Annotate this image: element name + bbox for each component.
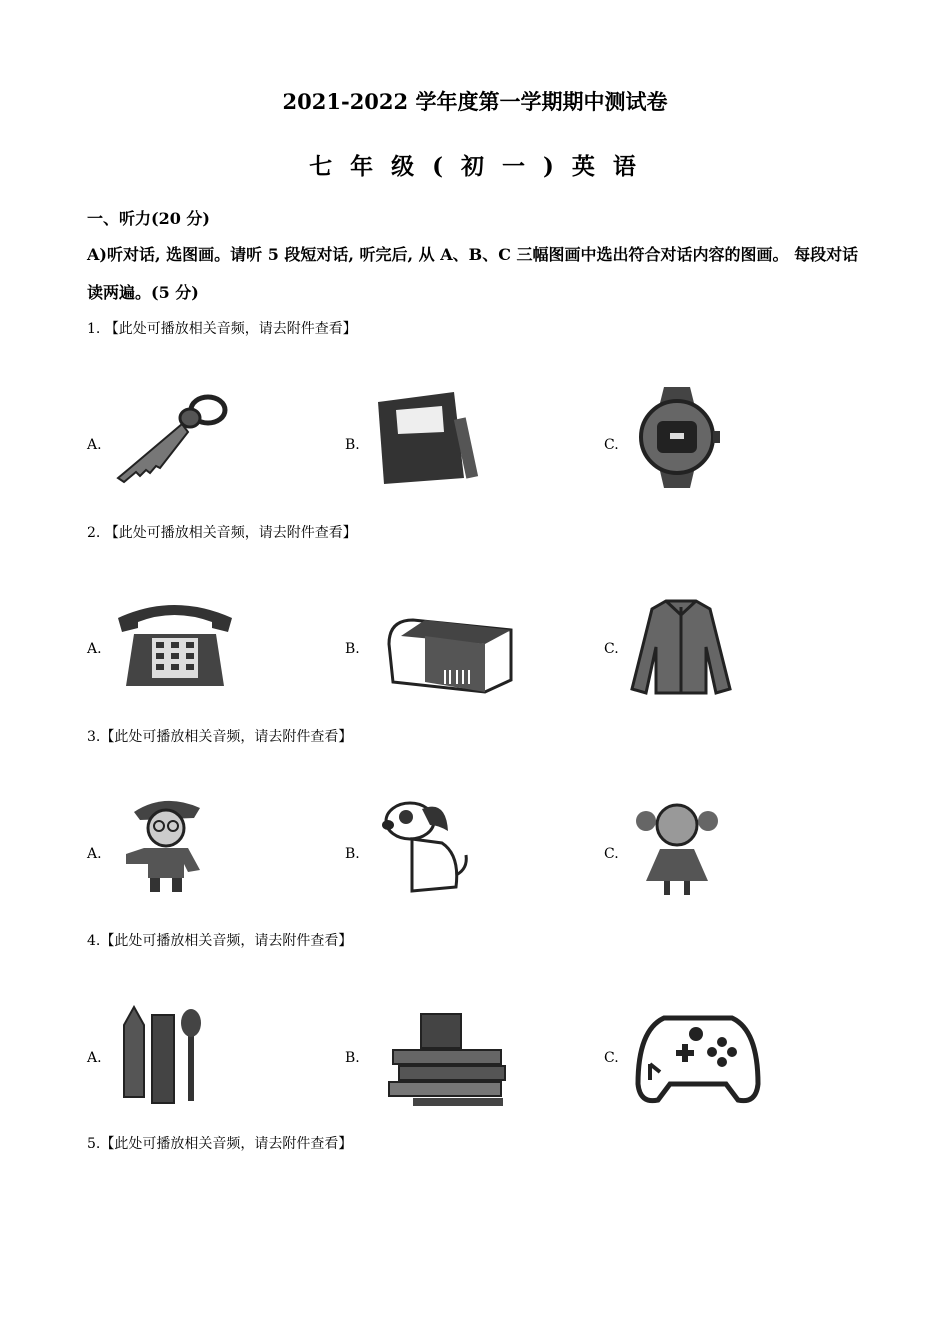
option-label: B. — [345, 846, 360, 862]
game-controller-icon — [634, 1010, 762, 1108]
section-heading: 一、听力(20 分) — [87, 209, 210, 228]
watch-icon — [630, 385, 722, 490]
boy-icon — [114, 792, 214, 896]
eraser-icon — [385, 610, 515, 695]
question-4-prompt: 4.【此处可播放相关音频，请去附件查看】 — [87, 933, 353, 949]
telephone-icon — [112, 598, 238, 693]
pencils-icon — [118, 1005, 214, 1105]
books-icon — [385, 1010, 509, 1108]
option-label: B. — [345, 437, 360, 453]
jacket-icon — [630, 595, 732, 697]
option-label: B. — [345, 1050, 360, 1066]
option-label: B. — [345, 641, 360, 657]
option-label: C. — [604, 437, 619, 453]
girl-icon — [632, 795, 722, 899]
exam-title: 2021-2022 学年度第一学期期中测试卷 — [282, 89, 668, 114]
option-label: A. — [87, 1050, 102, 1066]
notebook-icon — [372, 388, 480, 486]
question-5-prompt: 5.【此处可播放相关音频，请去附件查看】 — [87, 1136, 353, 1152]
key-icon — [110, 390, 230, 485]
option-label: A. — [87, 846, 102, 862]
option-label: C. — [604, 846, 619, 862]
option-label: A. — [87, 641, 102, 657]
option-label: C. — [604, 641, 619, 657]
question-2-prompt: 2. 【此处可播放相关音频，请去附件查看】 — [87, 525, 357, 541]
section-instructions: A)听对话, 选图画。请听 5 段短对话, 听完后, 从 A、B、C 三幅图画中选出符合对话内容的图画。 每段对话读两遍。(5 分) — [87, 245, 859, 302]
question-1-prompt: 1. 【此处可播放相关音频，请去附件查看】 — [87, 321, 357, 337]
exam-subtitle: 七 年 级 ( 初 一 ) 英 语 — [309, 153, 641, 180]
question-3-prompt: 3.【此处可播放相关音频，请去附件查看】 — [87, 729, 353, 745]
option-label: A. — [87, 437, 102, 453]
dog-icon — [372, 795, 472, 899]
option-label: C. — [604, 1050, 619, 1066]
